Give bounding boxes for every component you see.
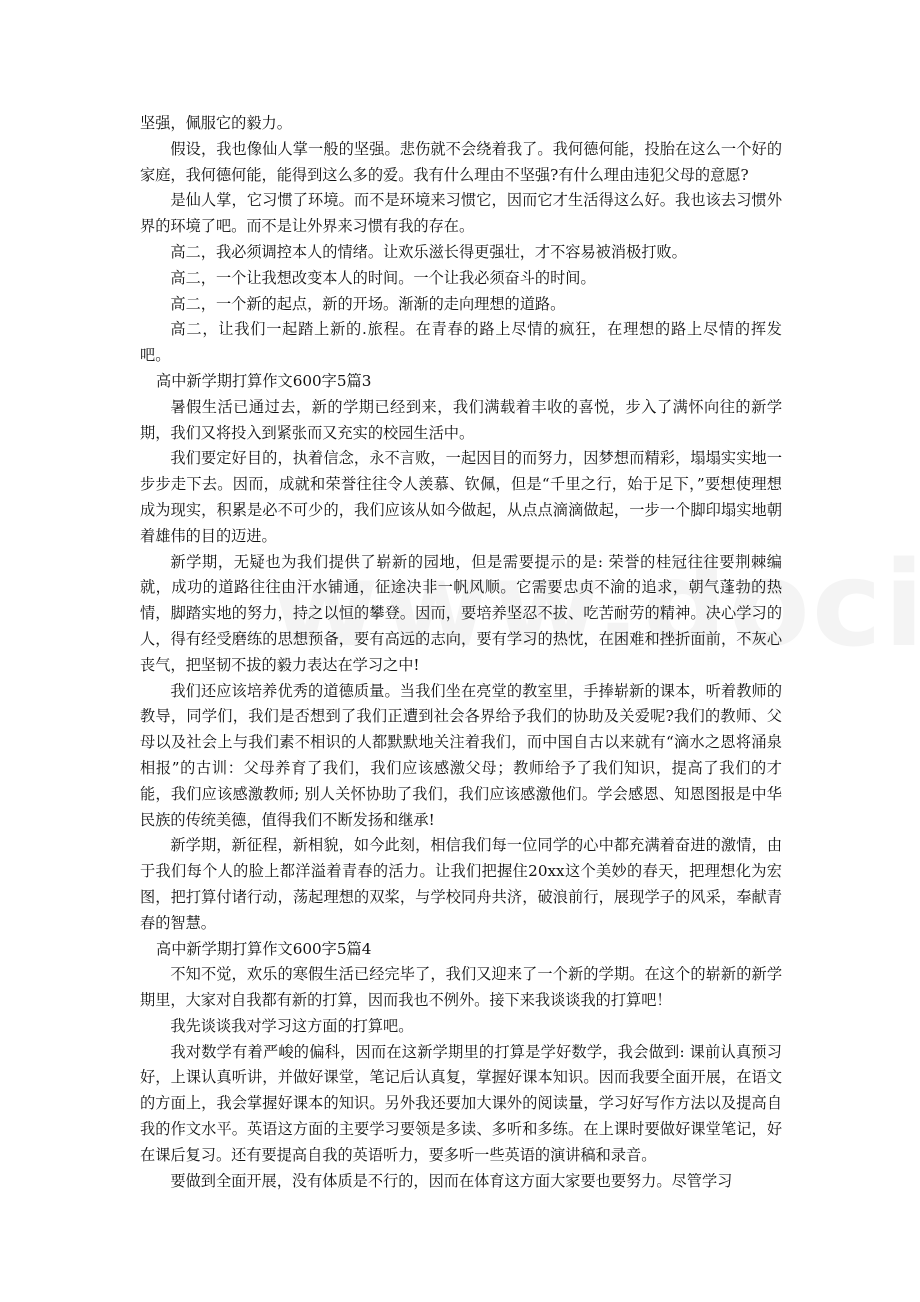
body-paragraph: 要做到全面开展，没有体质是不行的，因而在体育这方面大家要也要努力。尽管学习 (170, 1171, 733, 1190)
body-paragraph: 是仙人掌，它习惯了环境。而不是环境来习惯它，因而它才生活得这么好。我也该去习惯外界的环境了吧。而不是让外界来习惯有我的存在。 (140, 191, 782, 236)
body-paragraph: 高二，一个让我想改变本人的时间。一个让我必须奋斗的时间。 (170, 268, 596, 287)
body-paragraph: 暑假生活已通过去，新的学期已经到来，我们满载着丰收的喜悦，步入了满怀向往的新学期，我们又将投入到紧张而又充实的校园生活中。 (140, 397, 782, 442)
body-paragraph: 高二，我必须调控本人的情绪。让欢乐滋长得更强壮，才不容易被消极打败。 (170, 242, 687, 261)
section-heading: 高中新学期打算作文600字5篇4 (156, 939, 372, 958)
body-paragraph: 我们还应该培养优秀的道德质量。当我们坐在亮堂的教室里，手捧崭新的课本，听着教师的教导，同学们，我们是否想到了我们正遭到社会各界给予我们的协助及关爱呢?我们的教师、父母以及社会上与我们素不相识的人都默默地关注着我们，而中国自古以来就有“滴水之恩将涌泉相报”的古训：父母养育了我们，我们应该感激父母；教师给予了我们知识，提高了我们的才能，我们应该感激教师; 别人关怀协助了我们，我们应该感激他们。学会感恩、知恩图报是中华民族的传统美德，值得我们不断发扬和继承! (140, 681, 782, 829)
body-paragraph: 坚强，佩服它的毅力。 (140, 114, 292, 132)
body-paragraph: 高二，让我们一起踏上新的.旅程。在青春的路上尽情的疯狂，在理想的路上尽情的挥发吧。 (140, 320, 782, 365)
body-paragraph: 新学期，无疑也为我们提供了崭新的园地，但是需要提示的是: 荣誉的桂冠往往要荆棘编就，成功的道路往往由汗水铺通，征途决非一帆风顺。它需要忠贞不渝的追求，朝气蓬勃的热情，脚踏实地的努力，持之以恒的攀登。因而，要培养坚忍不拔、吃苦耐劳的精神。决心学习的人，得有经受磨练的思想预备，要有高远的志向，要有学习的热忱，在困难和挫折面前，不灰心丧气，把坚韧不拔的毅力表达在学习之中! (140, 552, 782, 674)
body-paragraph: 我们要定好目的，执着信念，永不言败，一起因目的而努力，因梦想而精彩，塌塌实实地一步步走下去。因而，成就和荣誉往往令人羡慕、钦佩，但是“千里之行，始于足下，”要想使理想成为现实，积累是必不可少的，我们应该从如今做起，从点点滴滴做起，一步一个脚印塌实地朝着雄伟的目的迈进。 (140, 449, 782, 545)
body-paragraph: 新学期，新征程，新相貌，如今此刻，相信我们每一位同学的心中都充满着奋进的激情，由于我们每个人的脸上都洋溢着青春的活力。让我们把握住20xx这个美妙的春天，把理想化为宏图，把打算付诸行动，荡起理想的双桨，与学校同舟共济，破浪前行，展现学子的风采，奉献青春的智慧。 (140, 836, 782, 932)
body-paragraph: 不知不觉，欢乐的寒假生活已经完毕了，我们又迎来了一个新的学期。在这个的崭新的新学期里，大家对自我都有新的打算，因而我也不例外。接下来我谈谈我的打算吧！ (140, 965, 782, 1010)
body-paragraph: 我对数学有着严峻的偏科，因而在这新学期里的打算是学好数学，我会做到: 课前认真预习好，上课认真听讲，并做好课堂，笔记后认真复，掌握好课本知识。因而我要全面开展，在语文的方面上，我会掌握好课本的知识。另外我还要加大课外的阅读量，学习好写作方法以及提高自我的作文水平。英语这方面的主要学习要领是多读、多听和多练。在上课时要做好课堂笔记，好在课后复习。还有要提高自我的英语听力，要多听一些英语的演讲稿和录音。 (140, 1042, 782, 1164)
body-paragraph: 假设，我也像仙人掌一般的坚强。悲伤就不会绕着我了。我何德何能，投胎在这么一个好的家庭，我何德何能，能得到这么多的爱。我有什么理由不坚强?有什么理由违犯父母的意愿? (140, 139, 782, 184)
body-paragraph: 高二，一个新的起点，新的开场。渐渐的走向理想的道路。 (170, 294, 566, 313)
body-paragraph: 我先谈谈我对学习这方面的打算吧。 (170, 1016, 414, 1035)
section-heading: 高中新学期打算作文600字5篇3 (156, 371, 372, 390)
document-body (140, 111, 782, 1194)
